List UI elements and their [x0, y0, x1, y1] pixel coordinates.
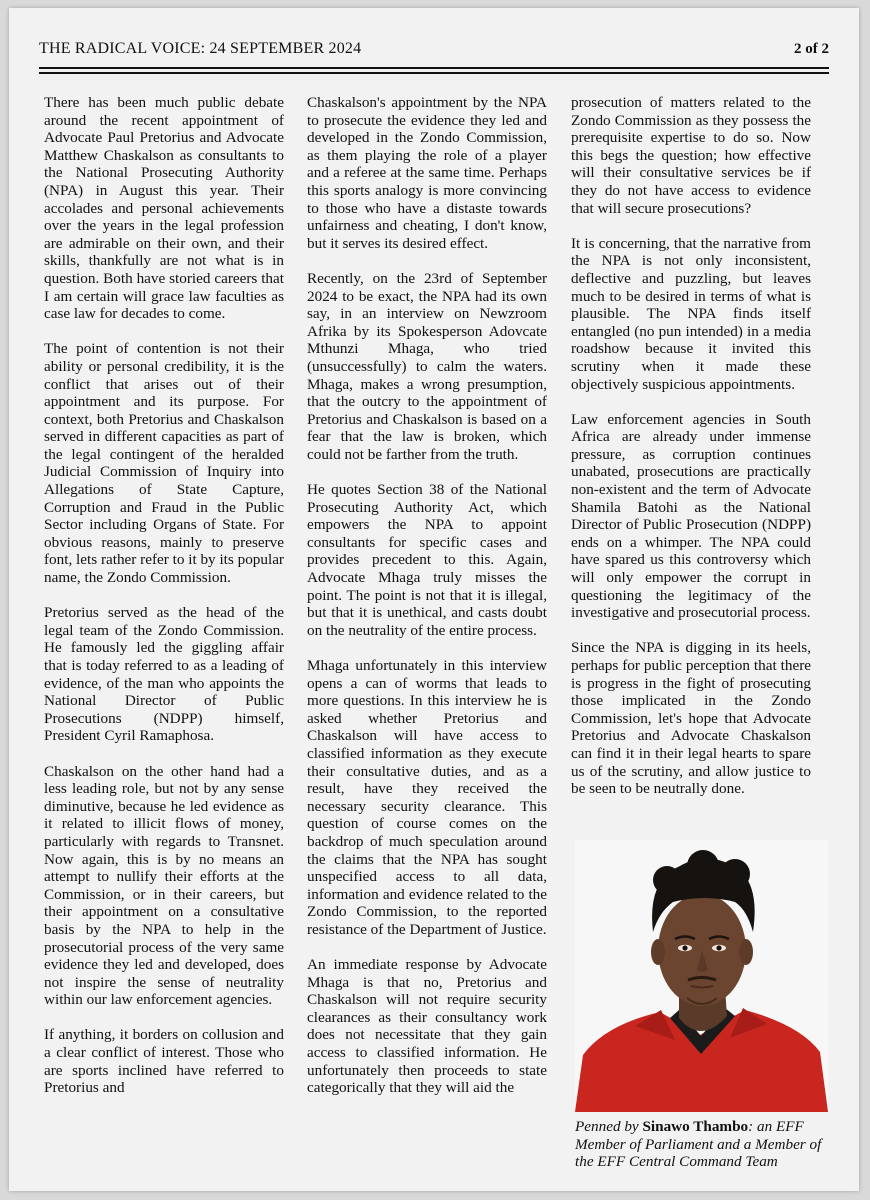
paragraph: Law enforcement agencies in South Africa are already under immense pressure, as corruption continues unabated, prosecutions are practically non-existent and the term of Advocate Shamila Batohi as the National Director of Public Prosecution (NDPP) ends on a whimper. The NPA could have spared us this controversy which will only empower the corrupt in questioning the legitimacy of the investigative and prosecutorial process. — [571, 410, 811, 622]
paragraph: Since the NPA is digging in its heels, perhaps for public perception that there is progress in the fight of prosecuting those implicated in the Zondo Commission, let's hope that Advocate Pretorius and Advocate Chaskalson can find it in their legal hearts to spare us of the scrutiny, and allow justice to be seen to be neutrally done. — [571, 639, 811, 798]
author-name: Sinawo Thambo — [642, 1118, 749, 1135]
paragraph: Recently, on the 23rd of September 2024 to be exact, the NPA had its own say, in an interview on Newzroom Afrika by its Spokesperson Adovcate Mthunzi Mhaga, who tried (unsuccessfully) to calm the waters. Mhaga, makes a wrong presumption, that the outcry to the appointment of Pretorius and Chaskalson is based on a fear that the law is broken, which could not be farther from the truth. — [307, 269, 547, 463]
paragraph: There has been much public debate around the recent appointment of Advocate Paul Pretorius and Advocate Matthew Chaskalson as consultants to the National Prosecuting Authority (NPA) in August this year. Their accolades and personal achievements over the years in the legal profession are admirable on their own, and their skills, thankfully are not what is in question. Both have storied careers that I am certain will grace law faculties as case law for decades to come. — [44, 94, 284, 323]
paragraph: Mhaga unfortunately in this interview opens a can of worms that leads to more questions. In this interview he is asked whether Pretorius and Chaskalson will have access to classified information as they execute their consultative duties, and as a result, have they received the necessary security clearance. This question of course comes on the backdrop of much speculation around the claims that the NPA has sought unspecified access to all data, information and evidence related to the Zondo Commission, to the reported resistance of the Department of Justice. — [307, 657, 547, 938]
paragraph: He quotes Section 38 of the National Prosecuting Authority Act, which empowers the NPA to appoint consultants for specific cases and provides precedent to this. Again, Advocate Mhaga truly misses the point. The point is not that it is illegal, but that it is unethical, and casts doubt on the neutrality of the entire process. — [307, 481, 547, 639]
masthead — [39, 40, 829, 64]
article-column-2 — [307, 94, 547, 1114]
article-column-1 — [44, 94, 284, 1114]
paragraph: prosecution of matters related to the Zondo Commission as they possess the prerequisite expertise to do so. Now this begs the question; how effective will their consultative services be if they do not have access to evidence that will secure prosecutions? — [571, 94, 811, 217]
paragraph: The point of contention is not their ability or personal credibility, it is the conflict that arises out of their appointment and its purpose. For context, both Pretorius and Chaskalson served in different capacities as part of the legal contingent of the heralded Judicial Commission of Inquiry into Allegations of State Capture, Corruption and Fraud in the Public Sector including Organs of State. For obvious reasons, mainly to preserve font, lets rather refer to it by its popular name, the Zondo Commission. — [44, 340, 284, 587]
paragraph: It is concerning, that the narrative from the NPA is not only inconsistent, deflective and puzzling, but leaves much to be desired in terms of what is plausible. The NPA finds itself entangled (no pun intended) in a media roadshow because it invited this scrutiny when it made these objectively suspicious appointments. — [571, 234, 811, 393]
page-number: 2 of 2 — [794, 41, 829, 57]
caption-prefix: Penned by — [575, 1118, 643, 1135]
masthead-rule-bottom — [39, 72, 829, 74]
paragraph: Chaskalson on the other hand had a less leading role, but not by any sense diminutive, because he led evidence as it related to illicit flows of money, particularly with regards to Transnet. Now again, this is by no means an attempt to nullify their efforts at the Commission, or in their careers, but their appointment on a consultative basis by the NPA to help in the prosecutorial process of the very same evidence they led and developed, does not inspire the sense of neutrality within our law enforcement agencies. — [44, 762, 284, 1009]
author-portrait — [575, 840, 828, 1112]
paragraph: Pretorius served as the head of the legal team of the Zondo Commission. He famously led the giggling affair that is today referred to as a leading of evidence, of the man who appoints the National Director of Public Prosecutions (NDPP) himself, President Cyril Ramaphosa. — [44, 604, 284, 745]
article-column-3 — [571, 94, 811, 815]
newspaper-page — [9, 8, 859, 1191]
paragraph: Chaskalson's appointment by the NPA to prosecute the evidence they led and developed in the Zondo Commission, as them playing the role of a player and a referee at the same time. Perhaps this sports analogy is more convincing to those who have a distaste towards unfairness and cheating, I don't know, but it serves its desired effect. — [307, 94, 547, 252]
author-caption — [575, 1118, 831, 1171]
author-portrait-image — [575, 840, 828, 1112]
masthead-rule-top — [39, 67, 829, 69]
publication-title: THE RADICAL VOICE: 24 SEPTEMBER 2024 — [39, 40, 362, 57]
paragraph: If anything, it borders on collusion and a clear conflict of interest. Those who are sports inclined have referred to Pretorius and — [44, 1026, 284, 1097]
paragraph: An immediate response by Advocate Mhaga is that no, Pretorius and Chaskalson will not require security clearances as their consultancy work does not necessitate that they gain access to classified information. He unfortunately then proceeds to state categorically that they will aid the — [307, 956, 547, 1097]
caption-suffix: : an EFF Member of Parliament and a Member of the EFF Central Command Team — [575, 1118, 822, 1171]
